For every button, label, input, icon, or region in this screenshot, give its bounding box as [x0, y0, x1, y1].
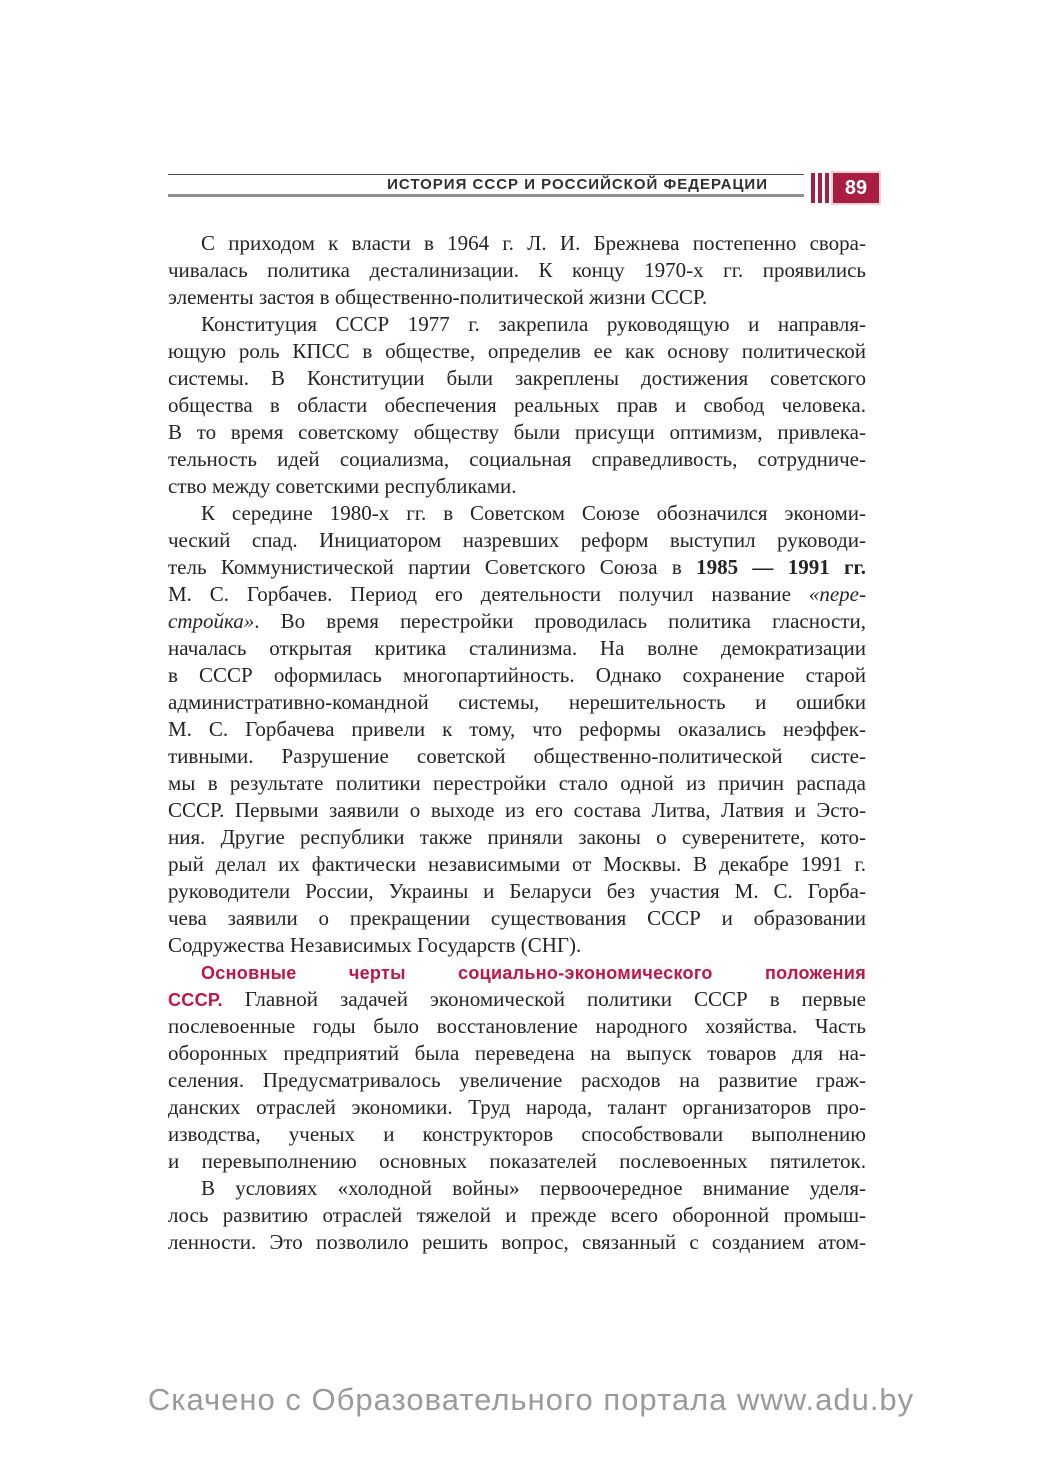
- text-run: ленности. Это позволило решить вопрос, связанный с созданием атом-: [168, 1230, 866, 1254]
- text-line: [168, 446, 866, 473]
- red-heading-text: Основные черты социально-экономического положения: [201, 963, 866, 983]
- text-line: [168, 770, 866, 797]
- accent-bar: [825, 173, 829, 203]
- text-run: стройка»: [168, 609, 255, 633]
- text-run: тивными. Разрушение советской общественно-политической систе-: [168, 744, 866, 768]
- text-run: В то время советскому обществу были присущи оптимизм, привлека-: [168, 420, 866, 444]
- text-run: рый делал их фактически независимыми от Москвы. В декабре 1991 г.: [168, 852, 866, 876]
- text-run: руководители России, Украины и Беларуси без участия М. С. Горба-: [168, 879, 866, 903]
- text-line: [168, 959, 866, 986]
- text-run: СССР. Первыми заявили о выходе из его состава Литва, Латвия и Эсто-: [168, 798, 866, 822]
- text-line: [168, 230, 866, 257]
- text-run: С приходом к власти в 1964 г. Л. И. Брежнева постепенно свора-: [201, 231, 866, 255]
- text-line: [168, 797, 866, 824]
- accent-bar: [818, 173, 822, 203]
- text-line: [168, 1040, 866, 1067]
- paragraph: [168, 959, 866, 1175]
- text-run: изводства, ученых и конструкторов способствовали выполнению: [168, 1122, 866, 1146]
- paragraph: [168, 500, 866, 959]
- text-line: [168, 257, 866, 284]
- text-line: [168, 284, 866, 311]
- text-line: [168, 311, 866, 338]
- text-line: [168, 743, 866, 770]
- text-run: ство между советскими республиками.: [168, 474, 517, 498]
- text-line: [168, 1202, 866, 1229]
- text-line: [168, 824, 866, 851]
- text-run: системы. В Конституции были закреплены достижения советского: [168, 366, 866, 390]
- text-line: [168, 851, 866, 878]
- accent-bars: [811, 173, 829, 203]
- text-run: Конституция СССР 1977 г. закрепила руководящую и направля-: [201, 312, 866, 336]
- accent-bar: [811, 173, 815, 203]
- text-line: [168, 1175, 866, 1202]
- header-rule-bottom: [168, 194, 804, 197]
- text-line: [168, 338, 866, 365]
- text-run: 1985 — 1991 гг.: [696, 555, 866, 579]
- text-line: [168, 392, 866, 419]
- text-line: [168, 473, 866, 500]
- text-run: . Во время перестройки проводилась политика гласности,: [254, 609, 866, 633]
- watermark: Скачено с Образовательного портала www.adu.by: [147, 1382, 915, 1417]
- text-line: [168, 905, 866, 932]
- text-run: чева заявили о прекращении существования СССР и образовании: [168, 906, 866, 930]
- text-run: в СССР оформилась многопартийность. Однако сохранение старой: [168, 663, 866, 687]
- text-line: [168, 419, 866, 446]
- text-run: общества в области обеспечения реальных прав и свобод человека.: [168, 393, 866, 417]
- text-run: данских отраслей экономики. Труд народа, талант организаторов про-: [168, 1095, 866, 1119]
- text-line: [168, 1067, 866, 1094]
- text-line: [168, 878, 866, 905]
- paragraph: [168, 1175, 866, 1256]
- text-line: [168, 1148, 866, 1175]
- text-run: тельность идей социализма, социальная справедливость, сотрудниче-: [168, 447, 866, 471]
- text-run: оборонных предприятий была переведена на выпуск товаров для на-: [168, 1041, 866, 1065]
- text-run: селения. Предусматривалось увеличение расходов на развитие граж-: [168, 1068, 866, 1092]
- text-run: чивалась политика десталинизации. К концу 1970-х гг. проявились: [168, 258, 866, 282]
- text-line: [168, 365, 866, 392]
- text-run: Главной задачей экономической политики СССР в первые: [222, 987, 866, 1011]
- text-run: В условиях «холодной войны» первоочередное внимание уделя-: [201, 1176, 866, 1200]
- text-line: [168, 527, 866, 554]
- text-line: [168, 608, 866, 635]
- paragraph: [168, 311, 866, 500]
- text-line: [168, 986, 866, 1013]
- text-run: и перевыполнению основных показателей послевоенных пятилеток.: [168, 1149, 866, 1173]
- text-run: ческий спад. Инициатором назревших реформ выступил руководи-: [168, 528, 866, 552]
- text-run: лось развитию отраслей тяжелой и прежде всего оборонной промыш-: [168, 1203, 866, 1227]
- text-run: Содружества Независимых Государств (СНГ).: [168, 933, 582, 957]
- text-run: послевоенные годы было восстановление народного хозяйства. Часть: [168, 1014, 866, 1038]
- text-line: [168, 689, 866, 716]
- paragraph: [168, 230, 866, 311]
- text-run: К середине 1980-х гг. в Советском Союзе обозначился экономи-: [201, 501, 866, 525]
- text-line: [168, 500, 866, 527]
- text-run: М. С. Горбачев. Период его деятельности получил название: [168, 582, 809, 606]
- header-title: ИСТОРИЯ СССР И РОССИЙСКОЙ ФЕДЕРАЦИИ: [387, 176, 768, 193]
- text-line: [168, 554, 866, 581]
- text-line: [168, 662, 866, 689]
- text-run: ния. Другие республики также приняли законы о суверенитете, кото-: [168, 825, 866, 849]
- text-line: [168, 635, 866, 662]
- red-heading-text: СССР.: [168, 990, 223, 1010]
- text-line: [168, 932, 866, 959]
- page-header: [168, 172, 880, 206]
- text-line: [168, 1013, 866, 1040]
- text-line: [168, 1121, 866, 1148]
- text-run: М. С. Горбачева привели к тому, что реформы оказались неэффек-: [168, 717, 866, 741]
- text-body: [168, 230, 866, 1256]
- text-line: [168, 581, 866, 608]
- text-run: мы в результате политики перестройки стало одной из причин распада: [168, 771, 866, 795]
- page-number-badge: 89: [833, 173, 879, 203]
- text-line: [168, 1229, 866, 1256]
- text-run: началась открытая критика сталинизма. На волне демократизации: [168, 636, 866, 660]
- text-line: [168, 1094, 866, 1121]
- text-run: элементы застоя в общественно-политической жизни СССР.: [168, 285, 708, 309]
- text-run: административно-командной системы, нерешительность и ошибки: [168, 690, 866, 714]
- header-rule-top: [168, 174, 804, 175]
- text-run: ющую роль КПСС в обществе, определив ее как основу политической: [168, 339, 866, 363]
- text-run: тель Коммунистической партии Советского Союза в: [168, 555, 697, 579]
- text-line: [168, 716, 866, 743]
- text-run: «пере-: [808, 582, 866, 606]
